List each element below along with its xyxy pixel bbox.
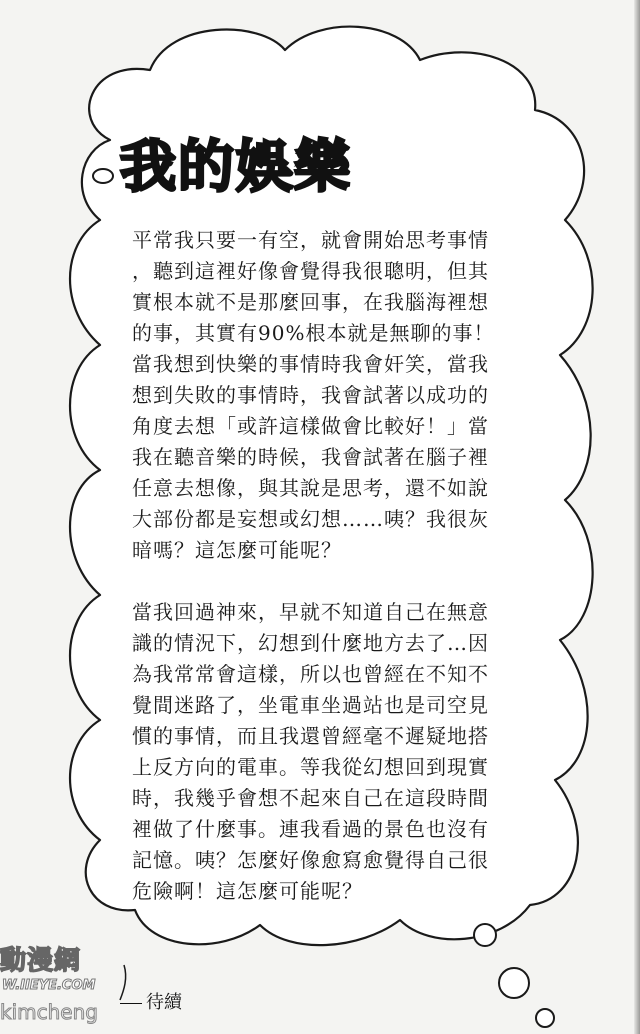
essay-body xyxy=(132,225,522,907)
text-line: ，聽到這裡好像會覺得我很聰明，但其 xyxy=(132,259,489,283)
text-line: 任意去想像，與其說是思考，還不如說 xyxy=(132,476,489,500)
text-line: 角度去想「或許這樣做會比較好！」當 xyxy=(132,414,489,438)
text-line: 裡做了什麼事。連我看過的景色也沒有 xyxy=(132,817,489,841)
essay-title: 我的娛樂 xyxy=(120,135,352,200)
text-line: 實根本就不是那麼回事，在我腦海裡想 xyxy=(132,290,489,314)
text-line: 平常我只要一有空，就會開始思考事情 xyxy=(132,228,489,252)
text-line: 上反方向的電車。等我從幻想回到現實 xyxy=(132,755,489,779)
paragraph-2 xyxy=(132,597,522,907)
watermark-name: kimcheng xyxy=(0,1000,98,1024)
text-line: 覺間迷路了，坐電車坐過站也是司空見 xyxy=(132,693,489,717)
watermark-site-name: 動漫網 xyxy=(0,946,82,976)
text-line: 暗嗎？這怎麼可能呢？ xyxy=(132,538,342,562)
text-line: 時，我幾乎會想不起來自己在這段時間 xyxy=(132,786,489,810)
text-line: 慣的事情，而且我還曾經毫不遲疑地搭 xyxy=(132,724,489,748)
text-line: 想到失敗的事情時，我會試著以成功的 xyxy=(132,383,489,407)
text-line: 的事，其實有90%根本就是無聊的事！ xyxy=(132,321,495,345)
text-line: 危險啊！這怎麼可能呢？ xyxy=(132,879,363,903)
text-line: 當我想到快樂的事情時我會奸笑，當我 xyxy=(132,352,489,376)
text-line: 記憶。咦？怎麼好像愈寫愈覺得自己很 xyxy=(132,848,489,872)
watermark-url: W.IIEYE.COM xyxy=(2,978,96,993)
text-line: 為我常常會這樣，所以也曾經在不知不 xyxy=(132,662,489,686)
to-be-continued-label: 待續 xyxy=(146,992,182,1013)
to-be-continued xyxy=(120,988,182,1014)
dash-divider xyxy=(120,1003,142,1004)
paragraph-1 xyxy=(132,225,522,566)
paragraph-gap xyxy=(132,566,522,597)
text-line: 識的情況下，幻想到什麼地方去了…因 xyxy=(132,631,489,655)
text-line: 大部份都是妄想或幻想……咦？我很灰 xyxy=(132,507,489,531)
text-line: 當我回過神來，早就不知道自己在無意 xyxy=(132,600,489,624)
text-line: 我在聽音樂的時候，我會試著在腦子裡 xyxy=(132,445,489,469)
